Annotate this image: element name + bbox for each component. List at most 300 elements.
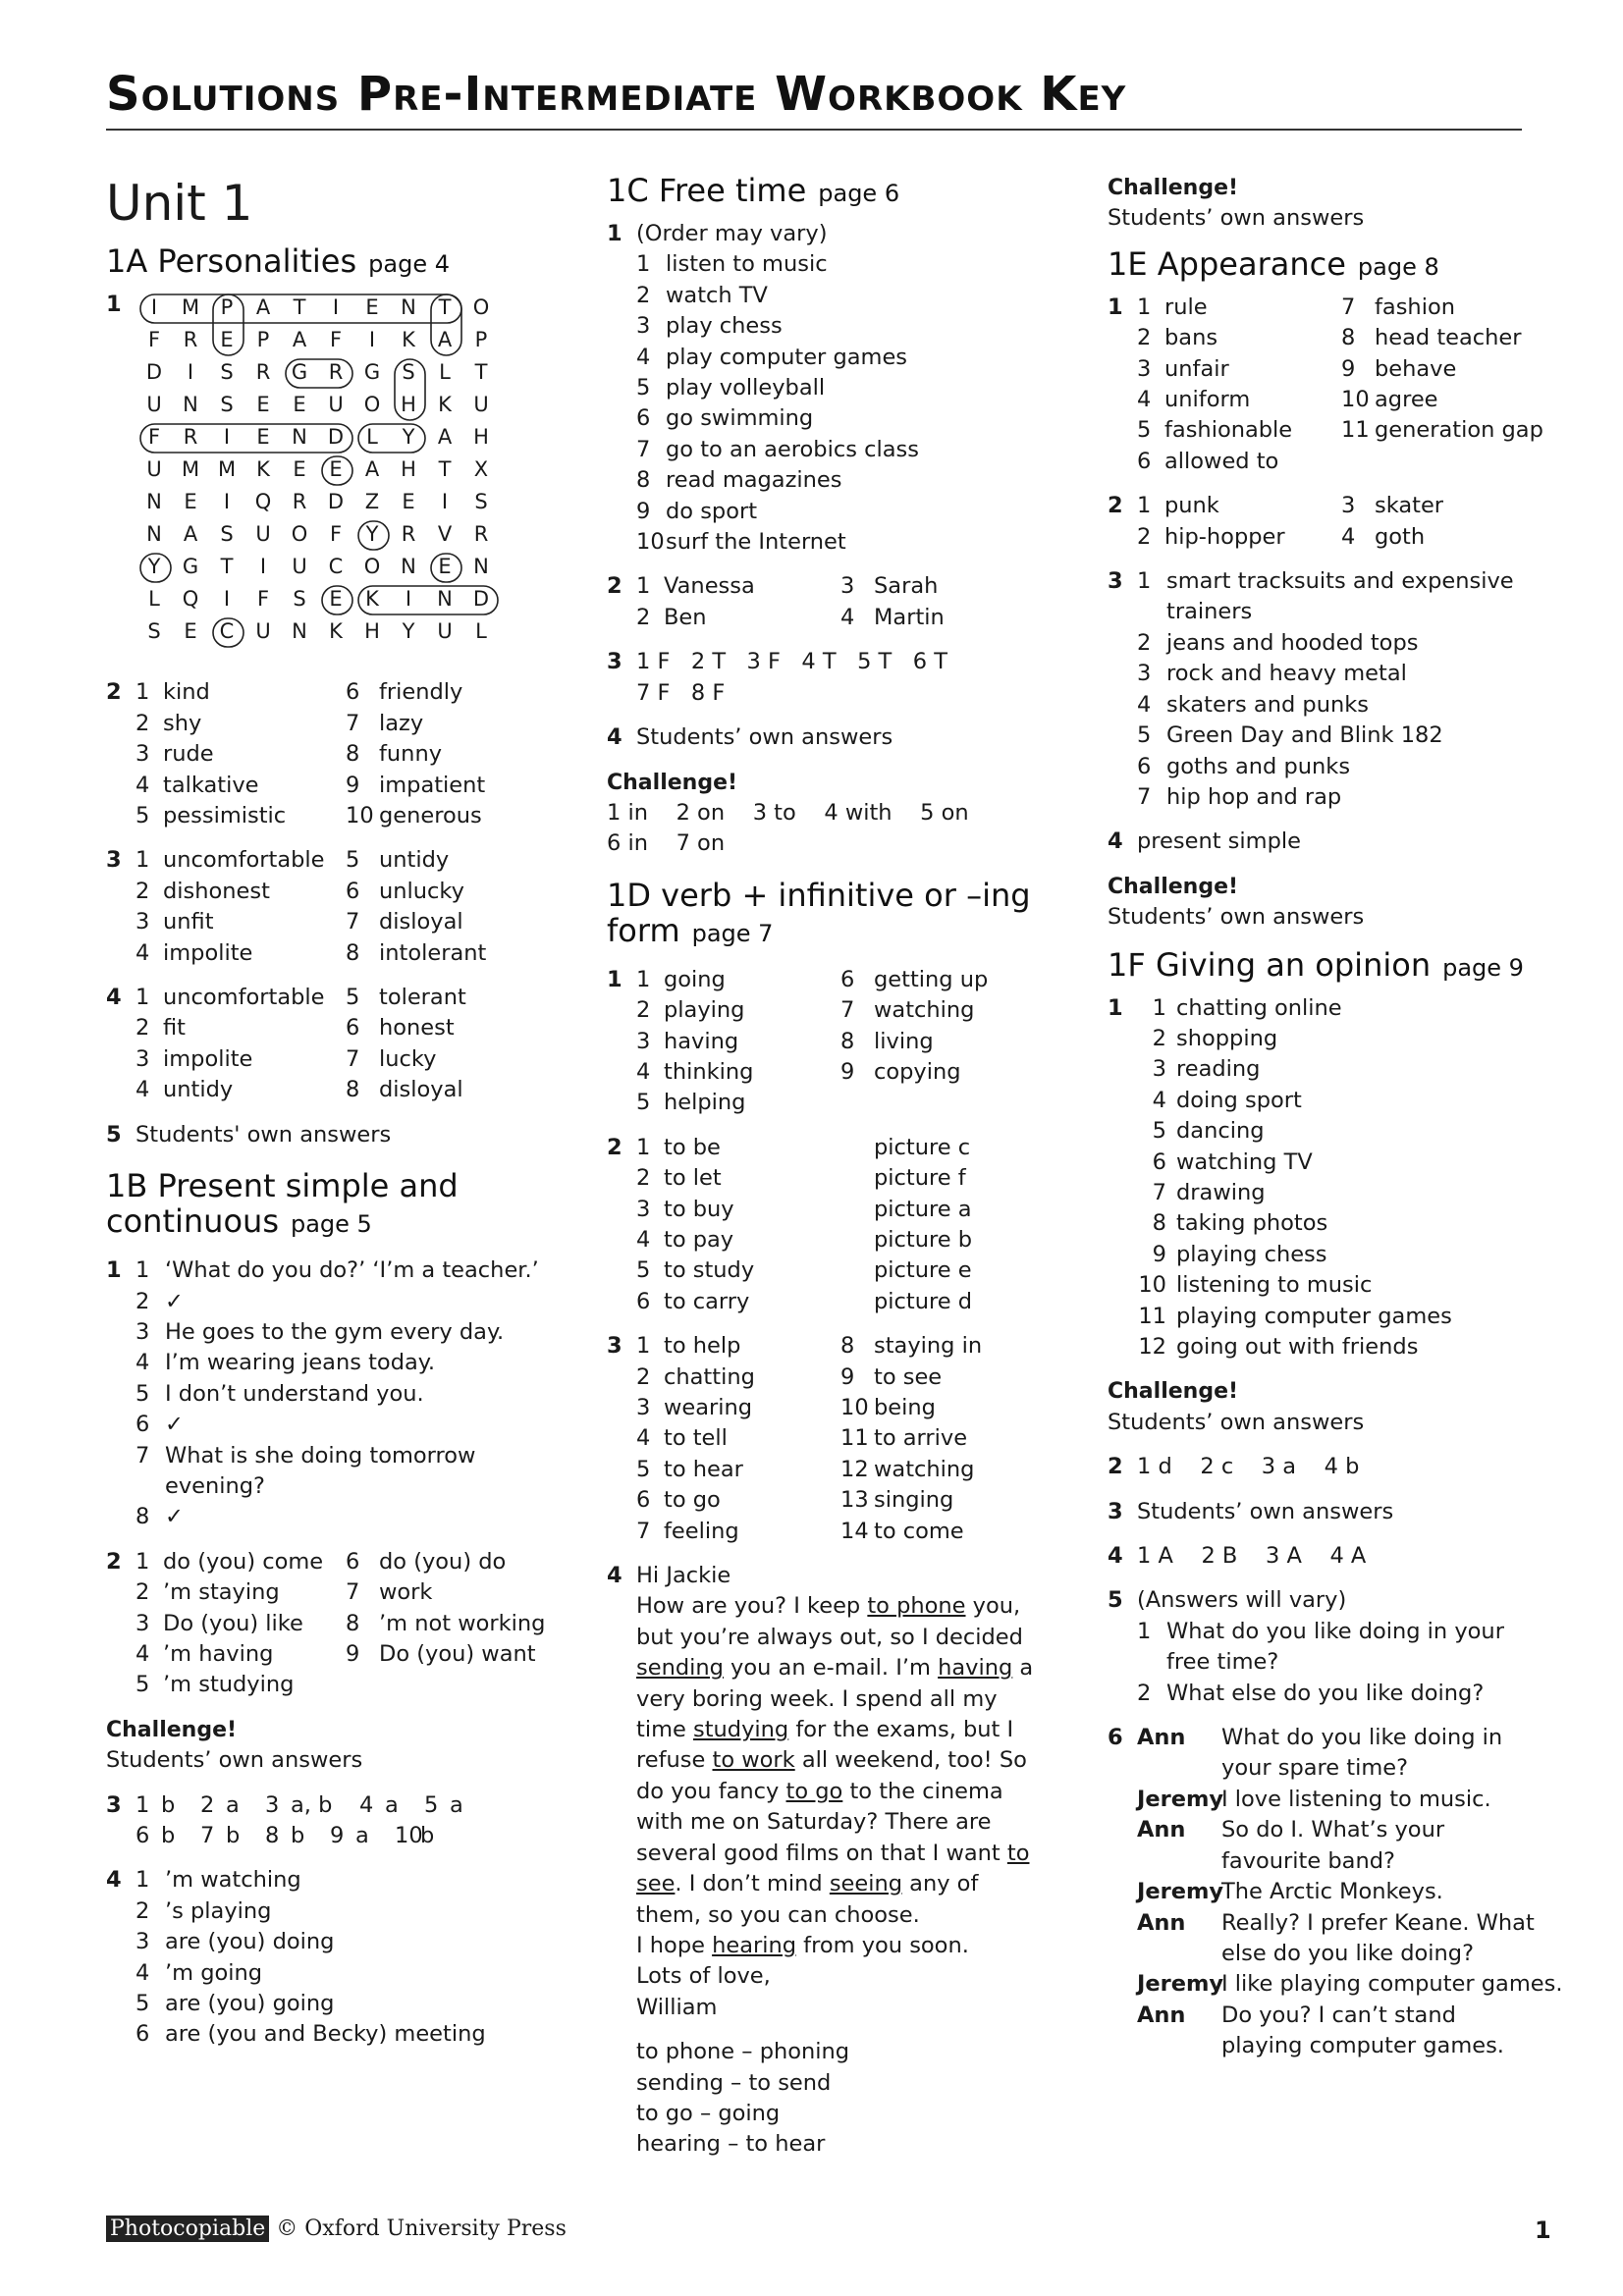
item-number: 4 xyxy=(636,1425,651,1452)
word-search-letter: M xyxy=(181,295,200,320)
exercise-number xyxy=(1108,1208,1137,1239)
answer-row xyxy=(607,1163,1068,1194)
item-number: 5 xyxy=(135,1380,150,1407)
answer-row xyxy=(607,2129,1068,2160)
exercise-number xyxy=(106,1044,135,1075)
item-number: 4 xyxy=(1152,1087,1166,1113)
answer-text: playing computer games xyxy=(1176,1303,1452,1329)
speaker: Ann xyxy=(1137,2002,1186,2028)
item-number: 3 xyxy=(135,741,150,768)
answer-text: I’m wearing jeans today. xyxy=(165,1350,436,1376)
exercise-number xyxy=(1108,1270,1137,1301)
letter-line: refuse to work all weekend, too! So xyxy=(636,1747,1027,1774)
exercise-1f-4: 4 1 A 2 B 3 A 4 A xyxy=(1108,1541,1540,1572)
answer-text: What is she doing tomorrow xyxy=(165,1442,476,1468)
section-title-line1: 1D verb + infinitive or –ing xyxy=(607,876,1031,914)
item-number: 12 xyxy=(1138,1334,1166,1360)
exercise-5-answer: Students' own answers xyxy=(135,1121,392,1148)
word-search-letter: S xyxy=(474,490,488,514)
answer-a: to study xyxy=(664,1257,755,1284)
word-circle xyxy=(286,359,352,388)
exercise-answer: Students’ own answers xyxy=(636,724,893,751)
item-number: 5 xyxy=(636,1257,651,1284)
item-number: 6 xyxy=(636,405,651,432)
exercise-number xyxy=(1108,1647,1137,1678)
item-number: 9 xyxy=(840,1058,855,1085)
exercise-number xyxy=(1108,1178,1137,1208)
answer-text: b xyxy=(226,1823,241,1848)
answer-text: going out with friends xyxy=(1176,1334,1419,1360)
answer-row xyxy=(607,373,1068,403)
exercise-note: (Order may vary) xyxy=(636,221,828,246)
word-search-letter: S xyxy=(220,522,234,547)
answer-row xyxy=(1108,385,1540,415)
answer-row xyxy=(1108,752,1540,782)
section-1d-heading xyxy=(607,878,1068,951)
answer-text: b xyxy=(420,1823,435,1848)
answer-row xyxy=(1108,1086,1540,1116)
word-search-letter: P xyxy=(474,328,488,352)
word-search-letter: T xyxy=(438,295,452,320)
item-number xyxy=(840,1287,874,1317)
item-number: 6 xyxy=(135,2021,150,2048)
item-number: 4 xyxy=(359,1791,374,1818)
exercise-number xyxy=(1108,447,1137,477)
answer-row xyxy=(106,1502,597,1532)
publisher: © Oxford University Press xyxy=(276,2216,567,2241)
answer-row xyxy=(106,709,597,739)
item-number: 3 xyxy=(135,1045,150,1072)
item-number: 11 xyxy=(1138,1303,1166,1329)
exercise-number xyxy=(607,1287,636,1317)
exercise-number: 1 xyxy=(1108,294,1123,320)
item-number: 2 xyxy=(135,1897,150,1924)
line-text: The Arctic Monkeys. xyxy=(1221,1879,1443,1905)
answer-a: Ben xyxy=(664,604,707,630)
answer-row xyxy=(106,1989,597,2019)
item-number: 4 xyxy=(1137,691,1152,718)
exercise-number: 1 xyxy=(106,292,122,317)
word-search-letter: D xyxy=(327,490,345,514)
item-number: 7 xyxy=(840,997,855,1024)
answer-row xyxy=(607,1331,1068,1362)
exercise-1c-4: 4 Students’ own answers xyxy=(607,722,1068,753)
item-number: 12 xyxy=(840,1456,869,1482)
exercise-number xyxy=(1108,1024,1137,1054)
item-number: 5 xyxy=(1137,417,1152,444)
word-search-letter: K xyxy=(256,457,270,482)
section-page: page 8 xyxy=(1357,252,1439,281)
speaker: Ann xyxy=(1137,1909,1186,1936)
answer-row xyxy=(106,907,597,937)
word-search-letter: F xyxy=(147,425,161,450)
answer-a: wearing xyxy=(664,1395,753,1420)
exercise-1d-2 xyxy=(607,1133,1068,1317)
exercise-number xyxy=(1108,1240,1137,1270)
item-number: 6 xyxy=(1137,448,1152,474)
exercise-1f-6-dialogue xyxy=(1108,1723,1563,2061)
answer-text: a xyxy=(355,1823,369,1848)
speaker: Jeremy xyxy=(1137,1971,1224,1998)
exercise-number xyxy=(106,1927,135,1957)
word-search-letter: X xyxy=(473,457,489,482)
word-search-letter: O xyxy=(363,555,381,579)
dialogue-line xyxy=(1108,1846,1540,1877)
answer-a: uncomfortable xyxy=(163,847,325,874)
word-search-letter: A xyxy=(292,328,307,352)
word-search-letter: A xyxy=(364,457,380,482)
word-search-letter: C xyxy=(219,619,235,644)
exercise-1c-3: 3 1 F 2 T 3 F 4 T 5 T 6 T 7 F 8 F xyxy=(607,647,1068,709)
exercise-number xyxy=(1108,522,1137,553)
word-search-letter: M xyxy=(217,457,237,482)
answer-b: living xyxy=(874,1028,934,1054)
answer-b: Sarah xyxy=(874,573,939,600)
item-number: 5 xyxy=(424,1791,439,1818)
answer-a: to help xyxy=(664,1333,741,1360)
page-number: 1 xyxy=(1535,2216,1551,2244)
dialogue-line xyxy=(1108,1815,1540,1845)
challenge-answer: Students’ own answers xyxy=(106,1747,363,1774)
word-circle xyxy=(322,456,352,485)
answer-row xyxy=(106,2019,597,2050)
answer-a: pessimistic xyxy=(163,803,287,829)
exercise-1e-1 xyxy=(1108,293,1543,477)
answer-b: singing xyxy=(874,1487,954,1514)
word-search-letter: A xyxy=(183,522,198,547)
exercise-number xyxy=(106,1348,135,1378)
exercise-number xyxy=(106,1670,135,1700)
word-search-letter: P xyxy=(220,295,234,320)
answer-text: surf the Internet xyxy=(666,529,846,556)
exercise-number xyxy=(1108,1908,1137,1939)
answer-b: behave xyxy=(1375,355,1457,382)
item-number: 14 xyxy=(840,1518,869,1544)
answer-row xyxy=(106,1044,597,1075)
exercise-number xyxy=(1108,628,1137,659)
answer-text: ✓ xyxy=(165,1412,184,1438)
word-search-letter: K xyxy=(402,328,415,352)
answer-row xyxy=(607,1225,1068,1255)
item-number: 11 xyxy=(840,1425,869,1452)
letter-line: them, so you can choose. xyxy=(636,1901,920,1928)
exercise-1d-3 xyxy=(607,1331,1068,1547)
item-number: 2 xyxy=(200,1791,215,1818)
exercise-1f-5: 5 (Answers will vary) 1 What do you like doing in your free time? 2 What else do you like doing? xyxy=(1108,1585,1540,1709)
exercise-number xyxy=(106,1609,135,1639)
exercise-number xyxy=(106,1471,135,1502)
answers-line-1: 1 F 2 T 3 F 4 T 5 T 6 T xyxy=(636,649,947,675)
line-text: Really? I prefer Keane. What xyxy=(1221,1909,1535,1936)
item-number: 6 xyxy=(346,679,360,706)
exercise-number xyxy=(106,1989,135,2019)
exercise-number xyxy=(106,1958,135,1989)
exercise-number xyxy=(106,2019,135,2050)
exercise-number xyxy=(1108,1617,1137,1647)
word-search-letter: N xyxy=(292,619,307,644)
answer-row xyxy=(607,1393,1068,1423)
answer-row xyxy=(106,801,597,831)
answer-text: ✓ xyxy=(165,1288,184,1314)
section-title: 1C Free time xyxy=(607,172,807,209)
answer-row xyxy=(607,1195,1068,1225)
exercise-number xyxy=(1108,1969,1137,2000)
answer-row xyxy=(106,1865,597,1896)
answer-b: Do (you) want xyxy=(379,1640,536,1667)
answer-text: are (you) doing xyxy=(165,1929,335,1955)
item-number: 2 xyxy=(636,604,651,630)
exercise-number xyxy=(1108,385,1137,415)
answer-text: What do you like doing in your xyxy=(1166,1618,1504,1644)
answer-b: watching xyxy=(874,1456,975,1482)
word-circle xyxy=(322,586,352,614)
exercise-number: 6 xyxy=(1108,1725,1123,1751)
section-title-line1: 1B Present simple and xyxy=(106,1167,459,1205)
answer-row xyxy=(1108,782,1540,813)
section-title: 1E Appearance xyxy=(1108,244,1346,283)
word-search-letter: S xyxy=(402,360,415,385)
answer-b: honest xyxy=(379,1015,455,1041)
answer-text: b xyxy=(161,1823,176,1848)
answer-b: to come xyxy=(874,1518,964,1544)
answer-text: ✓ xyxy=(165,1504,184,1530)
challenge-answers-line-1: 1 in 2 on 3 to 4 with 5 on xyxy=(607,799,969,826)
exercise-number xyxy=(607,995,636,1026)
answer-row xyxy=(106,677,597,708)
answer-b: copying xyxy=(874,1058,961,1085)
word-search-letter: E xyxy=(293,393,306,417)
word-search-letter: T xyxy=(474,360,488,385)
answer-b: being xyxy=(874,1395,936,1420)
item-number: 5 xyxy=(636,1456,651,1482)
word-search-letter: N xyxy=(183,393,198,417)
exercise-number xyxy=(1108,1148,1137,1178)
answer-text: smart tracksuits and expensive xyxy=(1166,568,1514,595)
item-number: 8 xyxy=(840,1028,855,1054)
answer-row xyxy=(1108,1208,1540,1239)
answer-row xyxy=(1108,491,1540,521)
answer-b: picture d xyxy=(874,1288,973,1314)
answer-row xyxy=(607,1423,1068,1454)
answers-line-2: 7 F 8 F xyxy=(636,679,726,706)
answer-text: chatting online xyxy=(1176,994,1342,1021)
word-search-letter: R xyxy=(183,328,198,352)
item-number: 9 xyxy=(346,772,360,798)
exercise-1b-4 xyxy=(106,1865,597,2050)
item-number: 6 xyxy=(135,1823,150,1848)
letter-line: with me on Saturday? There are xyxy=(636,1809,992,1836)
dialogue-line xyxy=(1108,1753,1540,1784)
correction: to phone – phoning xyxy=(636,2039,850,2065)
word-search-letter: L xyxy=(148,587,160,612)
word-search-letter: H xyxy=(401,457,416,482)
exercise-number xyxy=(1108,415,1137,446)
item-number: 5 xyxy=(636,1090,651,1116)
word-search-letter: Y xyxy=(402,425,415,450)
exercise-number xyxy=(106,1577,135,1608)
word-search-letter: E xyxy=(329,587,343,612)
item-number: 8 xyxy=(346,741,360,768)
answer-row xyxy=(106,983,597,1013)
corrections-list xyxy=(607,2037,1068,2161)
item-number: 4 xyxy=(840,604,855,630)
word-search-letter: U xyxy=(473,393,489,417)
item-number: 8 xyxy=(265,1823,280,1848)
word-search-letter: H xyxy=(401,393,416,417)
exercise-number xyxy=(607,403,636,434)
word-search-letter: K xyxy=(438,393,452,417)
exercise-number: 3 xyxy=(106,1791,122,1818)
item-number: 6 xyxy=(1152,1148,1166,1175)
answer-row xyxy=(106,1639,597,1670)
item-number: 2 xyxy=(636,1363,651,1390)
exercise-number xyxy=(106,739,135,770)
answer-text: goths and punks xyxy=(1166,753,1351,779)
item-number: 2 xyxy=(1152,1025,1166,1051)
challenge-label: Challenge! xyxy=(607,770,738,795)
answer-row xyxy=(607,1362,1068,1393)
answer-row xyxy=(106,877,597,907)
word-search-letter: F xyxy=(329,522,343,547)
word-search-letter: G xyxy=(291,360,308,385)
word-search-letter: Y xyxy=(365,522,379,547)
item-number: 6 xyxy=(346,1015,360,1041)
exercise-number xyxy=(607,603,636,633)
word-search-letter: U xyxy=(255,522,271,547)
section-page: page 4 xyxy=(368,250,450,278)
item-number: 4 xyxy=(135,1640,150,1667)
answer-a: to go xyxy=(664,1487,721,1514)
word-circle xyxy=(395,359,425,420)
answer-b: getting up xyxy=(874,966,989,992)
answer-text: b xyxy=(161,1791,176,1818)
item-number xyxy=(840,1088,874,1118)
item-number: 1 xyxy=(1137,1618,1152,1644)
answer-row xyxy=(1108,1024,1540,1054)
answer-a: ’m having xyxy=(163,1640,274,1667)
section-1f-heading xyxy=(1108,947,1540,986)
answer-a: to tell xyxy=(664,1425,728,1452)
exercise-number xyxy=(607,1455,636,1485)
exercise-number xyxy=(1108,1302,1137,1332)
speaker: Ann xyxy=(1137,1725,1186,1751)
answer-b: funny xyxy=(379,741,443,768)
word-search-letter: A xyxy=(437,425,453,450)
answer-row xyxy=(106,1896,597,1927)
answer-row xyxy=(607,527,1068,558)
item-number: 4 xyxy=(135,1350,150,1376)
word-circle xyxy=(358,424,425,453)
word-search-letter: A xyxy=(255,295,271,320)
word-search-letter: I xyxy=(223,587,231,612)
word-search-letter: U xyxy=(328,393,344,417)
answer-text: What else do you like doing? xyxy=(1166,1680,1485,1706)
answer-row xyxy=(106,771,597,801)
exercise-number xyxy=(106,1379,135,1410)
item-number: 1 xyxy=(135,847,150,874)
exercise-number xyxy=(607,373,636,403)
word-search-letter: I xyxy=(150,295,158,320)
item-number: 3 xyxy=(1137,661,1152,687)
item-number: 7 xyxy=(135,1442,150,1468)
exercise-number xyxy=(106,1441,135,1471)
item-number: 2 xyxy=(636,282,651,308)
page-title: Solutions Pre-Intermediate Workbook Key xyxy=(106,67,1127,122)
answer-text: playing chess xyxy=(1176,1241,1327,1267)
answer-row xyxy=(1108,1148,1540,1178)
word-search-letter: P xyxy=(256,328,270,352)
item-number: 1 xyxy=(1137,493,1152,519)
item-number: 8 xyxy=(1152,1210,1166,1237)
exercise-number: 1 xyxy=(1108,994,1123,1021)
answer-b: to see xyxy=(874,1363,943,1390)
line-text: your spare time? xyxy=(1221,1755,1409,1782)
item-number: 6 xyxy=(346,878,360,904)
answer-row xyxy=(607,435,1068,465)
item-number: 4 xyxy=(636,1058,651,1085)
section-title-line2: form xyxy=(607,911,680,949)
word-search-letter: N xyxy=(401,555,416,579)
item-number: 8 xyxy=(840,1333,855,1360)
item-number: 1 xyxy=(636,251,651,278)
exercise-number xyxy=(1108,2001,1137,2031)
answer-row xyxy=(1108,690,1540,721)
answer-row xyxy=(106,845,597,876)
item-number: 10 xyxy=(636,529,665,556)
answer-text: I don’t understand you. xyxy=(165,1380,424,1407)
answer-b: generation gap xyxy=(1375,417,1543,444)
exercise-number xyxy=(106,1287,135,1317)
exercise-number xyxy=(106,1896,135,1927)
item-number: 1 xyxy=(1152,994,1166,1021)
answer-text: ’m watching xyxy=(165,1867,301,1894)
exercise-number: 3 xyxy=(106,847,122,874)
item-number: 7 xyxy=(1152,1179,1166,1205)
answer-text: trainers xyxy=(1166,599,1253,625)
letter-line: How are you? I keep to phone you, xyxy=(636,1593,1021,1620)
answer-a: helping xyxy=(664,1090,746,1116)
item-number: 7 xyxy=(200,1823,215,1848)
word-search-letter: I xyxy=(332,295,340,320)
exercise-number xyxy=(607,311,636,342)
answer-b: fashion xyxy=(1375,294,1455,320)
word-circle xyxy=(358,521,389,550)
answer-row xyxy=(1108,1270,1540,1301)
item-number xyxy=(346,1670,379,1700)
exercise-number xyxy=(607,1027,636,1057)
item-number xyxy=(1137,597,1166,627)
answer-row xyxy=(607,1287,1068,1317)
exercise-answer: present simple xyxy=(1137,828,1301,855)
answer-row xyxy=(106,1379,597,1410)
item-number: 5 xyxy=(346,847,360,874)
column-3 xyxy=(1108,173,1563,2062)
speaker xyxy=(1137,1753,1221,1784)
answer-b: lucky xyxy=(379,1045,437,1072)
word-search-letter: S xyxy=(293,587,306,612)
answer-text: are (you) going xyxy=(165,1991,335,2017)
item-number: 10 xyxy=(1138,1272,1166,1299)
item-number: 9 xyxy=(330,1823,345,1848)
exercise-number xyxy=(607,1423,636,1454)
answer-row xyxy=(106,1348,597,1378)
speaker xyxy=(1137,1939,1221,1969)
title-rule xyxy=(106,129,1522,131)
answer-row xyxy=(106,1547,597,1577)
answer-row xyxy=(607,343,1068,373)
answer-a: fit xyxy=(163,1015,186,1041)
word-search-letter: Y xyxy=(147,555,161,579)
